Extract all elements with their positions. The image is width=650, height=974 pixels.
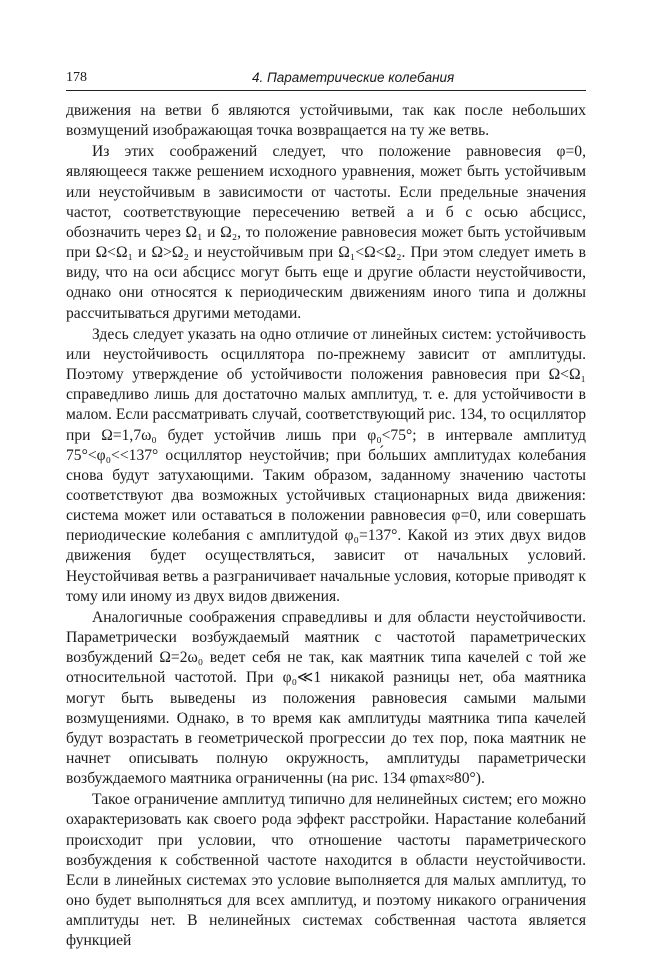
paragraph-5: Такое ограничение амплитуд типично для нелинейных систем; его можно охарактеризовать как своего рода эффект расстройки. Нарастание колебаний происходит при условии, что отношение частоты параметрического возбуждения к собственной частоте находится в области неустойчивости. Если в линейных системах это условие выполняется для малых амплитуд, то оно будет выполняться для всех амплитуд, и поэтому никакого ограничения амплитуды нет. В нелинейных системах собственная частота является функцией <box>66 791 586 950</box>
running-title: 4. Параметрические колебания <box>252 70 455 85</box>
book-page <box>66 68 586 952</box>
paragraph-3: Здесь следует указать на одно отличие от линейных систем: устойчивость или неустойчивость осциллятора по-прежнему зависит от амплитуды. Поэтому утверждение об устойчивости положения равновесия при Ω<Ω₁ справедливо лишь для достаточно малых амплитуд, т. е. для устойчивости в малом. Если рассматривать случай, соответствующий рис. 134, то осциллятор при Ω=1,7ω₀ будет устойчив лишь при φ₀<75°; в интервале амплитуд 75°<φ₀<<137° осциллятор неустойчив; при бо́льших амплитудах колебания снова будут затухающими. Таким образом, заданному значению частоты соответствуют два возможных устойчивых стационарных вида движения: система может или оставаться в положении равновесия φ=0, или совершать периодические колебания с амплитудой φ₀=137°. Какой из этих двух видов движения будет осуществляться, зависит от начальных условий. Неустойчивая ветвь а разграничивает начальные условия, которые приводят к тому или иному из двух видов движения. <box>66 325 586 605</box>
body-text <box>66 101 586 952</box>
paragraph-4: Аналогичные соображения справедливы и для области неустойчивости. Параметрически возбуждаемый маятник с частотой параметрических возбуждений Ω=2ω₀ ведет себя не так, как маятник типа качелей с той же относительной частотой. При φ₀≪1 никакой разницы нет, оба маятника могут быть выведены из положения равновесия самыми малыми возмущениями. Однако, в то время как амплитуды маятника типа качелей будут возрастать в геометрической прогрессии до тех пор, пока маятник не начнет описывать полную окружность, амплитуды параметрически возбуждаемого маятника ограниченны (на рис. 134 φmax≈80°). <box>66 608 586 788</box>
paragraph-2: Из этих соображений следует, что положение равновесия φ=0, являющееся также решением исходного уравнения, может быть устойчивым или неустойчивым в зависимости от частоты. Если предельные значения частот, соответствующие пересечению ветвей а и б с осью абсцисс, обозначить через Ω₁ и Ω₂, то положение равновесия может быть устойчивым при Ω<Ω₁ и Ω>Ω₂ и неустойчивым при Ω₁<Ω<Ω₂. При этом следует иметь в виду, что на оси абсцисс могут быть еще и другие области неустойчивости, однако они относятся к периодическим движениям иного типа и должны рассчитываться другими методами. <box>66 143 586 322</box>
paragraph-1: движения на ветви б являются устойчивыми, так как после небольших возмущений изображающая точка возвращается на ту же ветвь. <box>66 102 586 140</box>
page-number: 178 <box>66 70 87 85</box>
page-header <box>66 68 586 91</box>
